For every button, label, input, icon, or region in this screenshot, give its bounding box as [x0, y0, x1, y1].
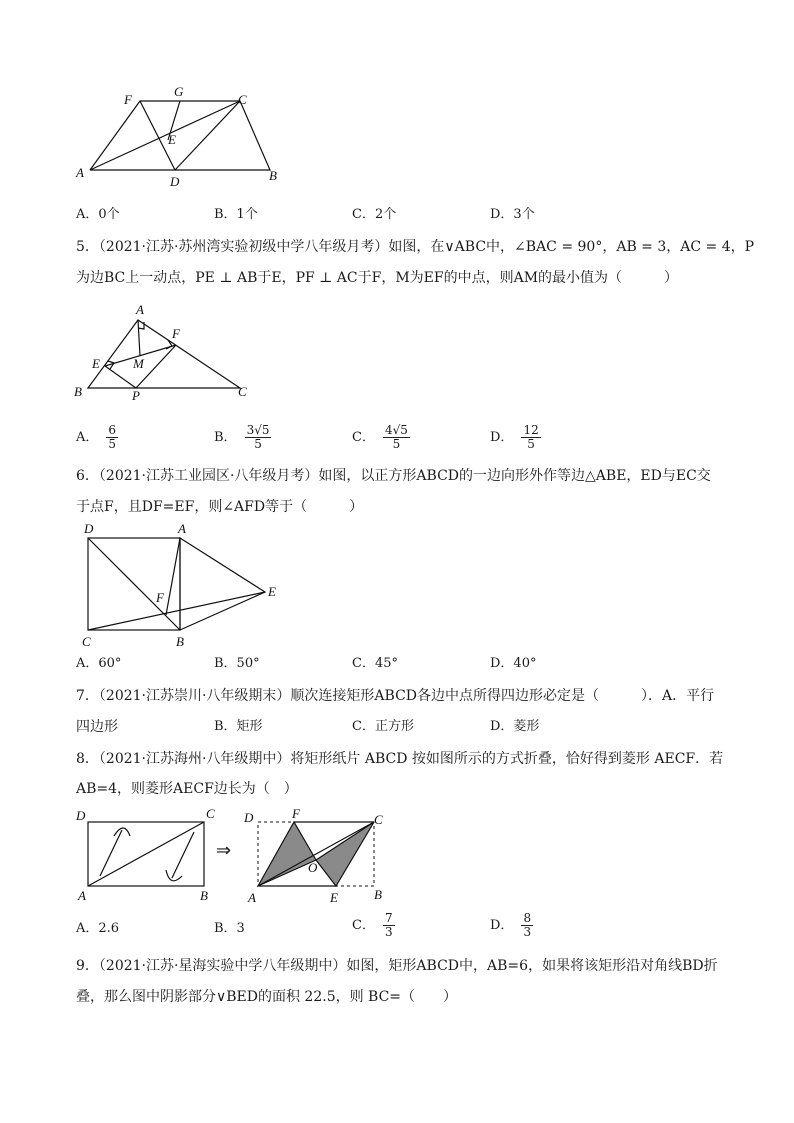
- q9-text-line2: 叠，那么图中阴影部分∨BED的面积 22.5，则 BC=（ ）: [76, 989, 458, 1005]
- label-E: E: [92, 356, 100, 371]
- q5-option-b: B． $\frac{3√5}{5}$: [214, 423, 270, 451]
- label-G: G: [174, 84, 184, 99]
- q5-text-line2: 为边BC上一动点，PE ⊥ AB于E，PF ⊥ AC于F，M为EF的中点，则AM的最小值为（ ）: [76, 270, 679, 286]
- label-O: O: [308, 860, 318, 875]
- q7-text-line1: 7．（2021·江苏崇川·八年级期末）顺次连接矩形ABCD各边中点所得四边形必定是（ ）．A．平行: [76, 688, 715, 704]
- q4-option-a: A．0个: [76, 207, 120, 222]
- figure-q5: [70, 300, 260, 402]
- label-F: F: [124, 92, 132, 107]
- label-C: C: [238, 384, 247, 399]
- figure-q4: [70, 80, 290, 190]
- q9-text-line1: 9．（2021·江苏·星海实验中学八年级期中）如图，矩形ABCD中，AB=6，如果将该矩形沿对角线BD折: [76, 958, 718, 974]
- label-B: B: [200, 888, 208, 903]
- q6-text-line1: 6．（2021·江苏工业园区·八年级月考）如图，以正方形ABCD的一边向形外作等边△ABE，ED与EC交: [76, 468, 711, 484]
- label-E: E: [168, 132, 176, 147]
- q6-option-a: A．60°: [76, 656, 122, 671]
- label-A: A: [248, 890, 256, 905]
- label-A: A: [78, 888, 86, 903]
- label-D: D: [76, 808, 86, 823]
- q8-option-a: A．2.6: [76, 921, 120, 936]
- label-P: P: [132, 388, 140, 402]
- q6-text-line2: 于点F，且DF=EF，则∠AFD等于（ ）: [76, 499, 364, 515]
- label-D: D: [84, 521, 94, 536]
- label-A: A: [76, 165, 84, 180]
- label-C: C: [82, 634, 91, 649]
- label-F: F: [292, 806, 300, 821]
- q6-option-c: C．45°: [352, 656, 398, 671]
- q5-text-line1: 5．（2021·江苏·苏州湾实验初级中学八年级月考）如图，在∨ABC中，∠BAC = 90°，AB = 3，AC = 4，P: [76, 239, 755, 255]
- label-E: E: [268, 584, 276, 599]
- q7-option-c: C．正方形: [352, 719, 414, 734]
- q7-option-b: B．矩形: [214, 719, 263, 734]
- q5-option-a: A． $\frac{6}{5}$: [76, 423, 117, 451]
- q8-text-line1: 8．（2021·江苏海州·八年级期中）将矩形纸片 ABCD 按如图所示的方式折叠，恰好得到菱形 AECF．若: [76, 751, 724, 767]
- figure-q8-right: [240, 806, 400, 906]
- label-B: B: [74, 384, 82, 399]
- q5-option-d: D． $\frac{12}{5}$: [490, 423, 539, 451]
- label-M: M: [133, 356, 144, 371]
- label-C: C: [206, 806, 215, 821]
- label-B: B: [269, 168, 277, 183]
- label-F: F: [172, 326, 180, 341]
- label-B: B: [374, 887, 382, 902]
- label-A: A: [178, 521, 186, 536]
- q6-option-b: B．50°: [214, 656, 260, 671]
- label-D: D: [244, 810, 254, 825]
- q8-option-c: C． $\frac{7}{3}$: [352, 911, 393, 939]
- label-F: F: [156, 590, 164, 605]
- label-C: C: [374, 812, 383, 827]
- q7-option-a-cont: 四边形: [76, 719, 118, 735]
- q6-option-d: D．40°: [490, 656, 537, 671]
- q4-option-d: D．3个: [490, 207, 535, 222]
- label-E: E: [330, 890, 338, 905]
- q8-text-line2: AB=4，则菱形AECF边长为（ ）: [76, 781, 298, 797]
- q4-option-c: C．2个: [352, 207, 397, 222]
- q5-option-c: C． $\frac{4√5}{5}$: [352, 423, 408, 451]
- q8-option-d: D． $\frac{8}{3}$: [490, 911, 532, 939]
- label-D: D: [170, 174, 180, 189]
- arrow-right-icon: ⇒: [216, 840, 232, 861]
- figure-q8-left: [70, 806, 230, 906]
- q7-option-d: D．菱形: [490, 719, 540, 734]
- q4-option-b: B．1个: [214, 207, 258, 222]
- q8-option-b: B．3: [214, 921, 245, 936]
- label-A: A: [136, 302, 144, 317]
- label-B: B: [176, 634, 184, 649]
- label-C: C: [238, 92, 247, 107]
- figure-q6: [70, 520, 290, 652]
